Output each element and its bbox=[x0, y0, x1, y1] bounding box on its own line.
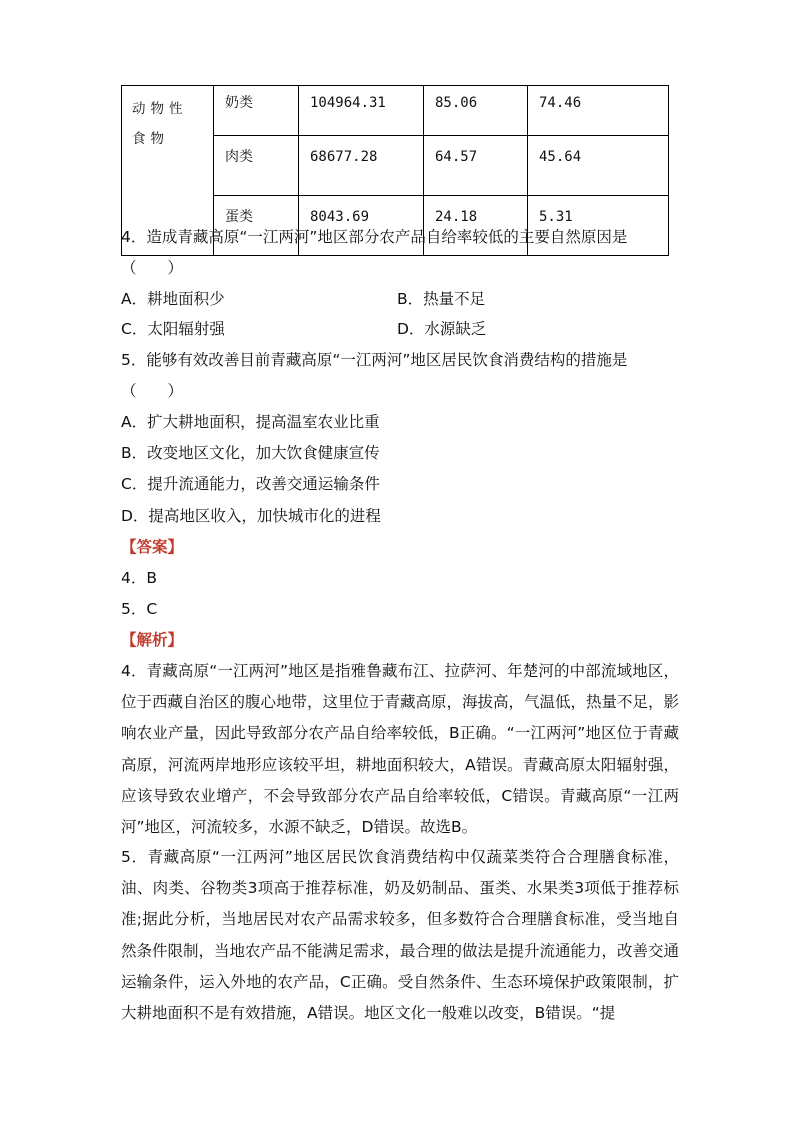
table-row bbox=[122, 86, 669, 136]
analysis-text-5: 5．青藏高原“一江两河”地区居民饮食消费结构中仅蔬菜类符合合理膳食标准，油、肉类、谷物类3项高于推荐标准，奶及奶制品、蛋类、水果类3项低于推荐标准;据此分析，当地居民对农产品需求较多，但多数符合合理膳食标准，受当地自然条件限制，当地农产品不能满足需求，最合理的做法是提升流通能力，改善交通运输条件，运入外地的农产品，C正确。受自然条件、生态环境保护政策限制，扩大耕地面积不是有效措施，A错误。地区文化一般难以改变，B错误。“提 bbox=[121, 848, 680, 1023]
item-cell: 肉类 bbox=[214, 136, 299, 196]
analysis-heading: 【解析】 bbox=[121, 631, 184, 649]
value-cell: 64.57 bbox=[424, 136, 528, 196]
q4-paren: （ ） bbox=[121, 259, 184, 277]
item-cell: 奶类 bbox=[214, 86, 299, 136]
value-cell: 104964.31 bbox=[299, 86, 424, 136]
q4-option-c: C．太阳辐射强 bbox=[121, 320, 225, 338]
q4-stem: 4．造成青藏高原“一江两河”地区部分农产品自给率较低的主要自然原因是 bbox=[121, 228, 628, 246]
value-cell: 74.46 bbox=[528, 86, 669, 136]
analysis-para-5 bbox=[121, 842, 679, 1029]
q5-option-a: A．扩大耕地面积，提高温室农业比重 bbox=[121, 413, 380, 431]
q5-option-c: C．提升流通能力，改善交通运输条件 bbox=[121, 475, 380, 493]
value-cell: 8043.69 bbox=[299, 196, 424, 256]
answer-5: 5．C bbox=[121, 600, 158, 618]
answer-4: 4．B bbox=[121, 569, 157, 587]
value-cell: 5.31 bbox=[528, 196, 669, 256]
analysis-para-4 bbox=[121, 656, 679, 843]
q5-stem: 5．能够有效改善目前青藏高原“一江两河”地区居民饮食消费结构的措施是 bbox=[121, 351, 628, 369]
value-cell: 24.18 bbox=[424, 196, 528, 256]
q4-option-d: D．水源缺乏 bbox=[397, 320, 487, 338]
value-cell: 85.06 bbox=[424, 86, 528, 136]
q5-option-d: D．提高地区收入，加快城市化的进程 bbox=[121, 507, 381, 525]
group-label: 动物性食物 bbox=[122, 86, 214, 256]
q4-option-b: B．热量不足 bbox=[397, 290, 486, 308]
answer-heading: 【答案】 bbox=[121, 538, 184, 556]
q5-paren: （ ） bbox=[121, 382, 184, 400]
value-cell: 68677.28 bbox=[299, 136, 424, 196]
item-cell: 蛋类 bbox=[214, 196, 299, 256]
analysis-text-4: 4．青藏高原“一江两河”地区是指雅鲁藏布江、拉萨河、年楚河的中部流域地区，位于西藏自治区的腹心地带，这里位于青藏高原，海拔高，气温低，热量不足，影响农业产量，因此导致部分农产品自给率较低，B正确。“一江两河”地区位于青藏高原，河流两岸地形应该较平坦，耕地面积较大，A错误。青藏高原太阳辐射强，应该导致农业增产，不会导致部分农产品自给率较低，C错误。青藏高原“一江两河”地区，河流较多，水源不缺乏，D错误。故选B。 bbox=[121, 662, 680, 837]
value-cell: 45.64 bbox=[528, 136, 669, 196]
q5-option-b: B．改变地区文化，加大饮食健康宣传 bbox=[121, 444, 380, 462]
q4-option-a: A．耕地面积少 bbox=[121, 290, 225, 308]
